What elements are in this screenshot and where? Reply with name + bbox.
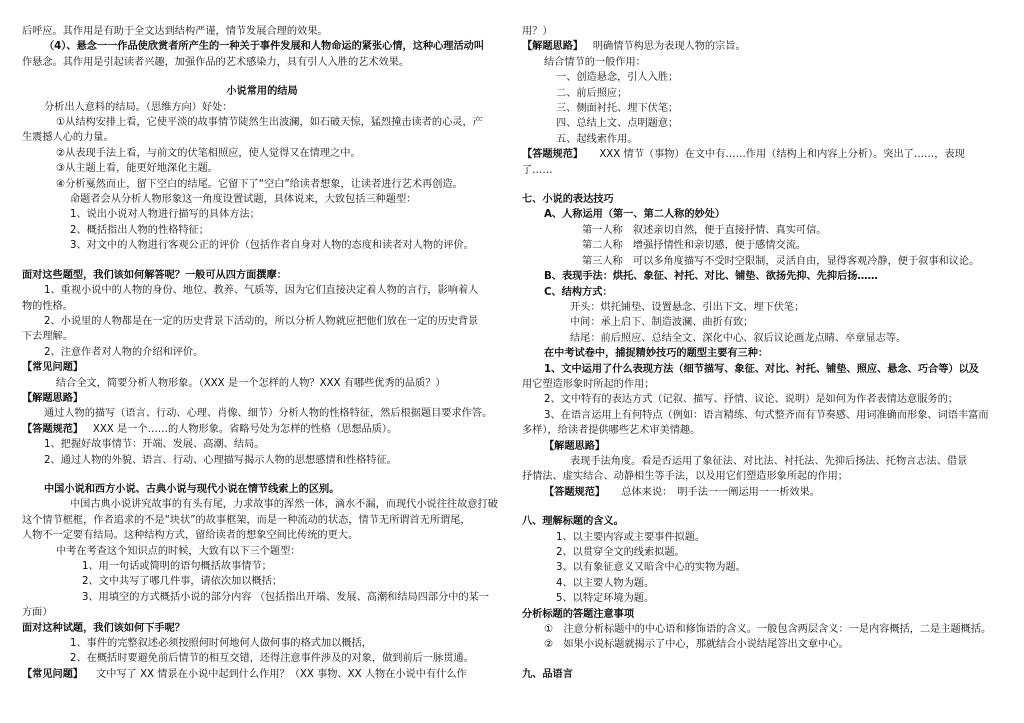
list-item: 四、总结上文、点明题意；	[556, 118, 679, 130]
section-heading: 七、小说的表达技巧	[522, 194, 614, 206]
list-item: 开头：烘托铺垫、设置悬念、引出下文、埋下伏笔；	[570, 301, 805, 313]
list-item: 三、侧面衬托、埋下伏笔；	[556, 103, 679, 115]
label-solution-approach: 【解题思路】	[544, 440, 606, 452]
list-item: 1、以主要内容或主要事件拟题。	[556, 531, 706, 543]
list-item: 第一人称 叙述亲切自然，便于直接抒情、真实可信。	[582, 224, 827, 236]
text-line: 通过人物的描写（语言、行动、心理、肖像、细节）分析人物的性格特征，然后根据题目要求作答。	[44, 408, 493, 420]
section-heading: 中国小说和西方小说、古典小说与现代小说在情节线索上的区别。	[44, 483, 340, 495]
list-item: ① 注意分析标题中的中心语和修饰语的含义。一般包含两层含义：一是内容概括，二是主题概括。	[544, 624, 992, 636]
text-line: 3、在语言运用上有何特点（例如：语言精练、句式整齐而有节奏感、用词准确而形象、词语丰富而	[544, 409, 989, 421]
list-item: 2、在概括时要避免前后情节的相互交错，还得注意事件涉及的对象，做到前后一脉贯通。	[70, 653, 474, 665]
label-answer-format: 【答题规范】	[544, 486, 606, 498]
text-span: XXX 情节（事物）在文中有……作用（结构上和内容上分析）。突出了……，表现	[599, 149, 965, 161]
text-line: 2、小说里的人物都是在一定的历史背景下活动的，所以分析人物就应把他们放在一定的历史背景	[44, 315, 479, 327]
text-line: 作悬念。其作用是引起读者兴趣，加强作品的艺术感染力，具有引人入胜的艺术效果。	[22, 56, 410, 68]
list-item: 3、用填空的方式概括小说的部分内容 （包括指出开端、发展、高潮和结局四部分中的某一	[82, 591, 490, 603]
list-item: 2、文中共写了哪几件事，请依次加以概括；	[82, 576, 283, 588]
text-line: （4）、悬念一一作品使欣赏者所产生的一种关于事件发展和人物命运的紧张心情，这种心理活动叫	[44, 41, 485, 53]
text-line: 1、把握好故事情节：开端、发展、高潮、结局。	[44, 439, 265, 451]
list-item: 1、用一句话或简明的语句概括故事情节；	[82, 561, 272, 572]
list-item: 二、前后照应；	[556, 87, 628, 99]
text-span: 明确情节构思为表现人物的宗旨。	[592, 41, 746, 53]
text-line: 中国古典小说讲究故事的有头有尾，力求故事的浑然一体，滴水不漏，而现代小说往往故意打破	[70, 499, 498, 511]
text-line	[22, 422, 502, 437]
text-span: XXX 是一个……的人物形象。省略号处为怎样的性格（思想品质）。	[92, 423, 398, 435]
label-solution-approach: 【解题思路】	[522, 41, 584, 53]
text-line: 下去理解。	[22, 331, 73, 343]
label-common-question: 【常见问题】	[22, 362, 84, 374]
text-span: 文中写了 XX 情景在小说中起到什么作用？（XX 事物、XX 人物在小说中有什么作	[96, 668, 467, 680]
label-answer-format: 【答题规范】	[22, 423, 84, 435]
sub-heading: A、人称运用（第一、第二人称的妙处）	[544, 209, 726, 221]
text-line	[22, 667, 502, 682]
text-line: 中考在考查这个知识点的时候，大致有以下三个题型：	[56, 545, 301, 557]
list-item: 中间：承上启下、制造波澜、曲折有致；	[570, 317, 754, 329]
sub-heading: B、表现手法：烘托、象征、衬托、对比、铺垫、欲扬先抑、先抑后扬……	[544, 271, 878, 283]
section-heading: 小说常用的结局	[226, 86, 298, 98]
list-item: 第三人称 可以多角度描写不受时空限制，灵活自由，显得客观冷静，便于叙事和议论。	[582, 255, 980, 267]
section-heading: 分析标题的答题注意事项	[522, 608, 635, 620]
left-column	[22, 24, 502, 682]
list-item: 五、起线索作用。	[556, 133, 638, 145]
list-item: 2、以贯穿全文的线索拟题。	[556, 547, 685, 558]
sub-heading: C、结构方式：	[544, 286, 613, 298]
text-line: 1、文中运用了什么表现方法（细节描写、象征、对比、衬托、铺垫、照应、悬念、巧合等）以及	[544, 363, 979, 375]
text-line: 多样），给读者提供哪些艺术审美情趣。	[522, 425, 701, 437]
text-line: 2、通过人物的外貌、语言、行动、心理描写揭示人物的思想感情和性格特征。	[44, 454, 397, 466]
section-heading: 八、理解标题的含义。	[522, 516, 624, 528]
section-heading: 在中考试卷中，捕捉精妙技巧的题型主要有三种：	[544, 348, 769, 360]
text-line: 了……	[522, 164, 553, 176]
text-line	[522, 39, 1002, 54]
label-answer-format: 【答题规范】	[522, 149, 584, 161]
label-solution-approach: 【解题思路】	[22, 392, 84, 404]
list-item: 5、以特定环境为题。	[556, 593, 655, 605]
text-line: 生震撼人心的力量。	[22, 132, 114, 144]
list-item: ② 如果小说标题就揭示了中心，那就结合小说结尾答出文章中心。	[544, 639, 849, 651]
label-common-question: 【常见问题】	[22, 668, 84, 680]
list-item: 4、以主要人物为题。	[556, 577, 655, 589]
list-item: 第二人称 增强抒情性和亲切感，便于感情交流。	[582, 240, 807, 252]
list-item: 1、事件的完整叙述必须按照何时何地何人做何事的格式加以概括，	[70, 638, 372, 650]
text-line: 用它塑造形象时所起的作用；	[522, 378, 655, 390]
text-line: 分析出人意料的结局。（思维方向）好处：	[44, 101, 233, 113]
text-line: ①从结构安排上看，它使平淡的故事情节陡然生出波澜，如石破天惊，猛烈撞击读者的心灵，产	[56, 117, 483, 129]
text-line: 2、注意作者对人物的介绍和评价。	[44, 346, 204, 358]
text-line: 用？）	[522, 26, 553, 37]
text-line: ②从表现手法上看，与前文的伏笔相照应，使人觉得又在情理之中。	[56, 147, 361, 159]
text-line: 命题者会从分析人物形象这一角度设置试题，具体说来，大致包括三种题型：	[70, 194, 417, 206]
list-item: 一、创造悬念，引人入胜；	[556, 72, 679, 84]
text-line: 结合全文，简要分析人物形象。（XXX 是一个怎样的人物？XXX 有哪些优秀的品质？）	[56, 377, 446, 389]
text-line: 抒情法、虚实结合、动静相生等手法，以及用它们塑造形象所起的作用；	[522, 471, 848, 483]
text-line: ③从主题上看，能更好地深化主题。	[56, 163, 218, 175]
text-line: 表现手法角度。看是否运用了象征法、对比法、衬托法、先抑后扬法、托物言志法、借景	[570, 455, 968, 467]
right-column	[522, 24, 1002, 682]
text-line: 后呼应。其作用是有助于全文达到结构严谨，情节发展合理的效果。	[22, 26, 328, 37]
section-heading: 九、品语言	[522, 668, 573, 680]
text-line: 方面）	[22, 607, 53, 619]
text-line: 物的性格。	[22, 300, 73, 312]
list-item: 结尾：前后照应、总结全文、深化中心、叙后议论画龙点睛、卒章显志等。	[570, 332, 907, 344]
text-line: 人物不一定要有结局。这种结构方式，留给读者的想象空间比传统的更大。	[22, 530, 359, 542]
list-item: 3、对文中的人物进行客观公正的评价（包括作者自身对人物的态度和读者对人物的评价。	[70, 240, 474, 252]
text-line: 1、重视小说中的人物的身份、地位、教养、气质等，因为它们直接决定着人物的言行，影响着人	[44, 285, 479, 297]
text-line: ④分析戛然而止，留下空白的结尾。它留下了“空白”给读者想象，让读者进行艺术再创造。	[56, 178, 463, 190]
list-item: 1、说出小说对人物进行描写的具体方法；	[70, 209, 260, 221]
text-span: 总体来说： 明手法一一阐运用一一析效果。	[621, 486, 820, 498]
text-line: 结合情节的一般作用：	[544, 56, 646, 68]
text-line	[522, 485, 1002, 500]
list-item: 3、以有象征意义又暗含中心的实物为题。	[556, 562, 746, 574]
section-heading: 面对这些题型，我们该如何解答呢？一般可从四方面撰摩：	[22, 269, 287, 281]
text-line: 这个情节框框，作者追求的不是“块状”的故事框架，而是一种流动的状态，情节无所谓首无所谓尾，	[22, 514, 471, 526]
text-line: 2、文中特有的表达方式（记叙、描写、抒情、议论、说明）是如何为作者表情达意服务的；	[544, 394, 958, 406]
list-item: 2、概括指出人物的性格特征；	[70, 224, 209, 236]
section-heading: 面对这种试题，我们该如何下手呢？	[22, 622, 185, 634]
text-line	[522, 147, 1002, 162]
